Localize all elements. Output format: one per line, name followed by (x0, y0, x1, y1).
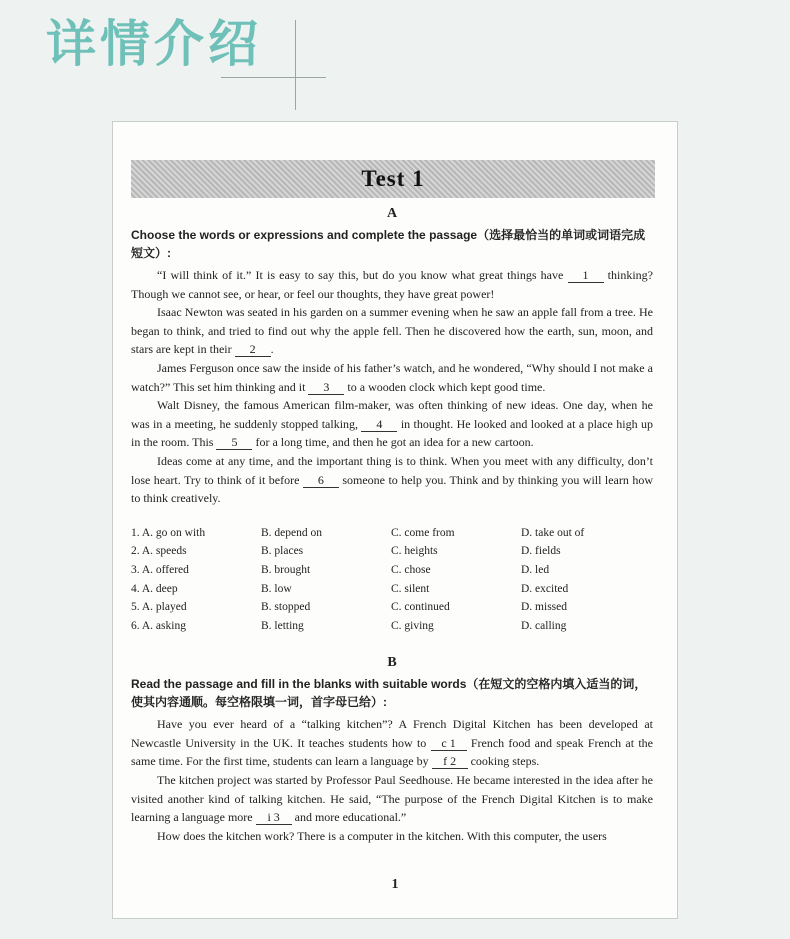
section-b-instruction: Read the passage and fill in the blanks with suitable words（在短文的空格内填入适当的词，使其内容通顺。每空格限填一词，首字母已给）: (131, 677, 647, 710)
option: D. take out of (521, 526, 585, 539)
passage-a-paragraph (131, 396, 653, 452)
passage-b-paragraph (131, 715, 653, 771)
passage-b-paragraph (131, 827, 653, 846)
option-row (131, 542, 653, 561)
option: 2. A. speeds (131, 545, 187, 558)
option-row (131, 580, 653, 599)
option: D. missed (521, 601, 567, 614)
option-row (131, 524, 653, 543)
text: James Ferguson once saw the inside of his father’s watch, and he wondered, “Why should I not make a watch?” This set him thinking and it (131, 360, 653, 394)
text: Isaac Newton was seated in his garden on a summer evening when he saw an apple fall from a tree. He began to think, and tried to find out why the apple fell. Then he discovered how the earth, sun, moon, and stars are kept in their (131, 305, 653, 357)
option: C. chose (391, 563, 431, 576)
text: The kitchen project was started by Professor Paul Seedhouse. He became interested in the idea after he visited another kind of talking kitchen. He said, “The purpose of the French Digital Kitchen is to make learning a language more (131, 773, 653, 825)
text: “I will think of it.” It is easy to say this, but do you know what great things have (157, 268, 568, 282)
option: 4. A. deep (131, 582, 178, 595)
option: D. fields (521, 545, 561, 558)
option: D. led (521, 563, 550, 576)
option: C. heights (391, 545, 438, 558)
blank-5: 5 (216, 435, 252, 450)
section-b-label: B (387, 655, 397, 671)
decor-line-vertical (295, 20, 296, 110)
test-title-banner: Test 1 (131, 160, 655, 198)
text: in thought. He looked and looked at a place high up in the room. This (131, 416, 653, 450)
text: Have you ever heard of a “talking kitchen”? A French Digital Kitchen has been developed at Newcastle University in the UK. It teaches students how to (131, 717, 653, 750)
section-a-instruction: Choose the words or expressions and complete the passage（选择最恰当的单词或词语完成短文）: (131, 228, 646, 260)
option: 3. A. offered (131, 563, 189, 576)
text: cooking steps. (467, 754, 540, 769)
passage-a-paragraph (131, 359, 653, 396)
option: C. come from (391, 526, 455, 539)
text: How does the kitchen work? There is a computer in the kitchen. With this computer, the users (157, 828, 607, 843)
blank-3: 3 (308, 380, 344, 395)
option: B. letting (261, 619, 304, 632)
option: C. continued (391, 601, 450, 614)
blank-2: 2 (235, 342, 271, 357)
option: C. silent (391, 582, 430, 595)
text: thinking? Though we cannot see, or hear, or feel our thoughts, they have great power! (131, 268, 653, 301)
blank-4: 4 (361, 417, 397, 432)
option: 5. A. played (131, 601, 187, 614)
blank-6: 6 (303, 473, 339, 488)
text: to a wooden clock which kept good time. (344, 379, 546, 394)
option: B. places (261, 545, 304, 558)
text: French food and speak French at the same time. For the first time, students can learn a language by (131, 735, 654, 769)
answer-options (131, 524, 653, 636)
passage-a-paragraph (131, 266, 653, 303)
passage-b-paragraph (131, 771, 653, 827)
decor-line-horizontal (221, 77, 326, 78)
option: C. giving (391, 619, 434, 632)
option: B. depend on (261, 526, 323, 539)
page-header-title: 详情介绍 (46, 15, 262, 73)
blank-b2: f 2 (432, 754, 468, 769)
text: and more educational.” (291, 810, 407, 825)
passage-a-paragraph (131, 303, 653, 359)
text: Ideas come at any time, and the important thing is to think. When you meet with any difficulty, don’t lose heart. Try to think of it before (131, 453, 653, 487)
book-page (112, 121, 678, 919)
option-row (131, 617, 653, 636)
option: D. calling (521, 619, 567, 632)
text: Walt Disney, the famous American film-maker, was often thinking of new ideas. One day, when he was in a meeting, he suddenly stopped talking, (131, 398, 653, 431)
option: B. stopped (261, 601, 311, 614)
blank-1: 1 (568, 268, 604, 283)
option: D. excited (521, 582, 569, 595)
option: B. low (261, 582, 292, 595)
option: 6. A. asking (131, 619, 186, 632)
section-a-label: A (386, 206, 398, 221)
passage-a-paragraph (131, 452, 653, 508)
text: someone to help you. Think and by thinking you will learn how to think creatively. (131, 472, 653, 506)
option-row (131, 561, 653, 580)
text: . (270, 342, 274, 357)
page-number: 1 (391, 877, 399, 892)
option-row (131, 598, 653, 617)
blank-b3: i 3 (256, 810, 292, 825)
page-content (131, 160, 653, 845)
blank-b1: c 1 (431, 736, 467, 751)
option: B. brought (261, 563, 311, 576)
text: for a long time, and then he got an idea for a new cartoon. (252, 435, 534, 450)
option: 1. A. go on with (131, 526, 206, 539)
